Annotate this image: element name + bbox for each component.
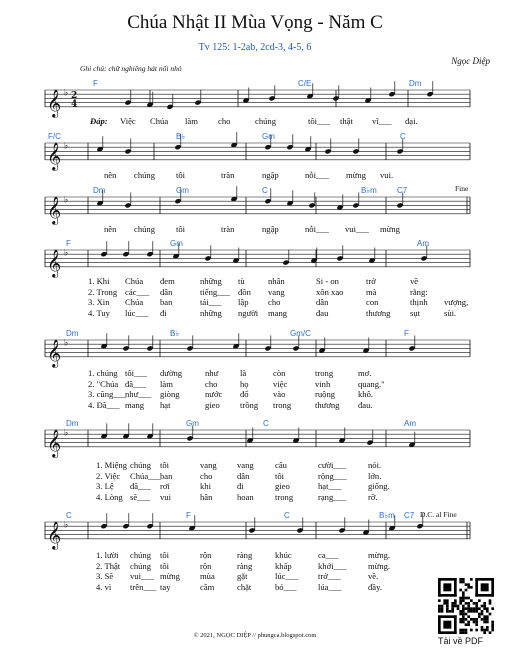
lyric-syllable: những — [200, 307, 222, 318]
lyric-syllable: 4. Đã___ — [88, 399, 120, 410]
lyric-syllable: tôi — [160, 550, 170, 560]
lyric-syllable: dân — [237, 470, 250, 481]
lyric-syllable: khô. — [358, 389, 374, 399]
lyric-syllable: làm — [185, 116, 198, 126]
chord-symbol: C — [400, 132, 406, 141]
chord-symbol: C7 — [404, 511, 415, 520]
lyric-syllable: ngập — [262, 170, 279, 180]
dc-al-fine-mark: D.C. al Fine — [420, 510, 457, 519]
lyric-syllable: nên — [104, 170, 117, 180]
lyric-syllable: vang — [237, 460, 254, 470]
lyric-syllable: ngập — [262, 224, 279, 234]
lyric-syllable: mừng — [346, 170, 366, 180]
lyric-syllable: vượng, — [444, 297, 469, 307]
lyric-syllable: các___ — [125, 286, 150, 297]
lyric-syllable: đau — [316, 307, 329, 318]
lyric-syllable: lập — [238, 297, 249, 307]
lyric-syllable: quang." — [358, 378, 385, 389]
lyric-syllable: rộn — [200, 560, 212, 571]
lyric-syllable: khởi___ — [318, 560, 347, 571]
lyric-syllable: cho — [268, 297, 281, 307]
lyric-syllable: làm — [160, 378, 173, 389]
treble-clef-icon: 𝄞 — [47, 141, 62, 170]
lyric-syllable: mơ. — [358, 368, 372, 378]
lyric-syllable: ruộng — [315, 389, 336, 399]
lyric-syllable: 2. "Chúa — [88, 378, 119, 389]
lyric-syllable: trong — [275, 491, 294, 502]
lyric-syllable: khi — [200, 481, 211, 491]
key-flat-icon: ♭ — [64, 338, 69, 349]
chord-symbol: F/C — [48, 132, 61, 141]
key-flat-icon: ♭ — [64, 141, 69, 152]
lyric-syllable: đổ — [240, 389, 249, 399]
lyric-syllable: chúng — [130, 460, 152, 470]
lyric-syllable: họ — [240, 378, 249, 389]
page-title: Chúa Nhật II Mùa Vọng - Năm C — [127, 12, 383, 33]
lyric-syllable: gieo — [275, 481, 290, 491]
lyric-syllable: vui___ — [130, 571, 154, 581]
chord-symbol: C — [284, 511, 290, 520]
lyric-syllable: vang — [268, 286, 285, 297]
lyric-syllable: mang — [268, 307, 288, 318]
lyric-syllable: lúc___ — [125, 307, 149, 318]
chord-symbol: C — [262, 186, 268, 195]
chord-symbol: C/E — [298, 79, 312, 88]
lyric-syllable: ràng — [237, 550, 253, 560]
lyric-syllable: người — [238, 307, 259, 318]
chord-symbol: Dm — [66, 329, 79, 338]
lyric-syllable: gặt — [237, 571, 248, 581]
lyric-syllable: tôi — [176, 224, 186, 234]
key-flat-icon: ♭ — [64, 520, 69, 531]
lyric-syllable: ca___ — [318, 550, 339, 560]
lyric-syllable: câu — [275, 460, 287, 470]
lyric-syllable: tôi — [160, 560, 170, 571]
lyric-syllable: trên___ — [130, 581, 157, 592]
lyric-syllable: chặt — [237, 581, 252, 592]
lyric-syllable: giòng — [160, 389, 180, 399]
lyric-syllable: nên — [104, 224, 117, 234]
lyric-syllable: lớn. — [368, 470, 382, 481]
lyric-syllable: Chúa — [150, 116, 169, 126]
lyric-syllable: con — [366, 297, 379, 307]
key-flat-icon: ♭ — [64, 195, 69, 206]
lyric-syllable: trở — [366, 276, 376, 286]
treble-clef-icon: 𝄞 — [47, 520, 62, 549]
lyric-syllable: như — [205, 368, 219, 378]
lyric-syllable: ràng — [237, 560, 253, 571]
lyric-syllable: về — [410, 276, 419, 286]
lyric-syllable: hân — [200, 491, 213, 502]
lyric-syllable: rơi — [160, 481, 170, 491]
chord-symbol: Gm — [262, 132, 275, 141]
lyric-syllable: Chúa — [125, 297, 144, 307]
lyric-syllable: 2. Trong — [88, 286, 118, 297]
key-flat-icon: ♭ — [64, 428, 69, 439]
lyric-syllable: xôn xao — [316, 286, 344, 297]
lyric-syllable: việc — [273, 378, 288, 389]
lyric-syllable: mừng. — [368, 560, 391, 571]
lyric-syllable: tôi___ — [308, 116, 330, 126]
lyric-syllable: 3. Sẽ — [96, 571, 114, 581]
lyric-syllable: rộng___ — [318, 470, 347, 481]
chord-symbol: B♭ — [176, 132, 186, 141]
treble-clef-icon: 𝄞 — [47, 195, 62, 224]
lyric-syllable: trồng — [240, 399, 259, 410]
lyric-syllable: Chúa___ — [130, 470, 162, 481]
lyric-syllable: mừng — [160, 571, 180, 581]
lyric-syllable: rằng: — [410, 286, 428, 297]
copyright-footer: © 2021, NGỌC DIỆP // phungca.blogspot.com — [193, 632, 317, 639]
lyric-syllable: rộn — [200, 550, 212, 560]
lyric-syllable: vang — [200, 460, 217, 470]
lyric-syllable: tràn — [221, 224, 235, 234]
lyric-syllable: sụt — [410, 307, 421, 318]
lyric-syllable: tôi___ — [125, 368, 147, 378]
lyric-syllable: đi — [237, 481, 244, 491]
chord-symbol: C — [263, 419, 269, 428]
lyric-syllable: sẽ___ — [130, 491, 151, 502]
lyric-syllable: sùi. — [444, 307, 457, 318]
lyric-syllable: cho — [218, 116, 231, 126]
lyric-syllable: đi — [160, 307, 167, 318]
lyric-syllable: Việc — [120, 116, 136, 126]
treble-clef-icon: 𝄞 — [47, 248, 62, 277]
lyric-syllable: 4. vì — [96, 581, 112, 592]
lyric-syllable: mùa — [200, 571, 215, 581]
lyric-syllable: rạng___ — [318, 491, 347, 502]
lyric-syllable: đại. — [405, 116, 418, 126]
chord-symbol: Am — [417, 239, 429, 248]
time-signature-top: 2 — [71, 90, 78, 101]
lyric-syllable: đau. — [358, 399, 373, 410]
lyric-syllable: chúng — [130, 560, 152, 571]
lyric-syllable: Si - on — [316, 276, 339, 286]
chord-symbol: C7 — [397, 186, 408, 195]
lyric-syllable: mừng — [380, 224, 400, 234]
chord-symbol: Dm — [409, 79, 422, 88]
lyric-syllable: mừng. — [368, 550, 391, 560]
lyric-syllable: chúng — [130, 550, 152, 560]
lyric-syllable: khấp — [275, 560, 292, 571]
lyric-syllable: 1. Khi — [88, 276, 110, 286]
lyric-syllable: nhân — [268, 276, 285, 286]
lyric-syllable: về. — [368, 571, 379, 581]
treble-clef-icon: 𝄞 — [47, 338, 62, 367]
chord-symbol: Gm — [176, 186, 189, 195]
lyric-syllable: tái___ — [200, 297, 222, 307]
lyric-syllable: nước — [205, 389, 223, 399]
lyric-syllable: 3. Xin — [88, 297, 110, 307]
lyric-syllable: 3. cũng___ — [88, 389, 127, 399]
lyric-syllable: hạt___ — [318, 481, 342, 491]
lyric-syllable: vinh — [315, 378, 331, 389]
chord-symbol: Dm — [66, 419, 79, 428]
chord-symbol: F — [93, 79, 98, 88]
lyric-syllable: như___ — [125, 389, 152, 399]
psalm-reference: Tv 125: 1-2ab, 2cd-3, 4-5, 6 — [198, 42, 312, 53]
lyric-syllable: vui___ — [345, 224, 369, 234]
chord-symbol: B♭m — [361, 186, 377, 195]
treble-clef-icon: 𝄞 — [47, 428, 62, 457]
lyric-syllable: gieo — [205, 399, 220, 410]
lyric-syllable: vui. — [380, 170, 394, 180]
lyric-syllable: lúa___ — [318, 581, 342, 592]
chord-symbol: Am — [404, 419, 416, 428]
key-flat-icon: ♭ — [64, 88, 69, 99]
performance-note: Ghi chú: chữ nghiêng hát nối nhỏ — [80, 64, 182, 73]
lyric-syllable: cho — [205, 378, 218, 389]
lyric-syllable: tiếng___ — [200, 286, 231, 297]
lyric-syllable: khúc — [275, 550, 292, 560]
lyric-syllable: ban — [160, 470, 173, 481]
chord-symbol: C — [66, 511, 72, 520]
lyric-syllable: giống. — [368, 481, 390, 491]
lyric-syllable: trở___ — [318, 571, 341, 581]
key-flat-icon: ♭ — [64, 248, 69, 259]
lyric-syllable: mang — [125, 399, 145, 410]
lyric-syllable: trong — [315, 368, 334, 378]
lyric-syllable: trong — [273, 399, 292, 410]
lyric-syllable: dường — [160, 368, 183, 378]
lyric-syllable: vĩ___ — [372, 116, 392, 126]
lyric-syllable: chúng — [134, 224, 156, 234]
lyric-syllable: thương — [366, 307, 391, 318]
lyric-syllable: nỗi___ — [305, 170, 329, 180]
lyric-syllable: lúc___ — [275, 571, 299, 581]
chord-symbol: F — [186, 511, 191, 520]
chord-symbol: Gm/C — [290, 329, 311, 338]
lyric-syllable: dân — [160, 286, 173, 297]
lyric-syllable: cho — [200, 470, 213, 481]
lyric-syllable: 1. chúng — [88, 368, 118, 378]
lyric-syllable: tôi — [275, 470, 285, 481]
lyric-syllable: hạt — [160, 399, 171, 410]
lyric-syllable: những — [200, 276, 222, 286]
lyric-syllable: tràn — [221, 170, 235, 180]
lyric-syllable: đồn — [238, 286, 251, 297]
lyric-syllable: đã___ — [125, 378, 147, 389]
lyric-syllable: nỗi___ — [305, 224, 329, 234]
lyric-syllable: 1. Miệng — [96, 460, 128, 470]
lyric-syllable: bó___ — [275, 581, 297, 592]
lyric-syllable: thịnh — [410, 297, 428, 307]
lyric-syllable: ban — [160, 297, 173, 307]
lyric-syllable: Đáp: — [90, 116, 108, 126]
chord-symbol: Dm — [93, 186, 106, 195]
lyric-syllable: hoan — [237, 491, 254, 502]
lyric-syllable: dân — [316, 297, 329, 307]
lyric-syllable: mà — [366, 286, 377, 297]
lyric-syllable: chúng — [255, 116, 277, 126]
lyric-syllable: vui — [160, 491, 171, 502]
chord-symbol: F — [66, 239, 71, 248]
chord-symbol: B♭m — [379, 511, 395, 520]
chord-symbol: Gm — [170, 239, 183, 248]
lyric-syllable: 4. Tuy — [88, 307, 110, 318]
lyric-syllable: thương — [315, 399, 340, 410]
lyric-syllable: chúng — [134, 170, 156, 180]
lyric-syllable: rỡ. — [368, 491, 378, 502]
fine-mark: Fine — [455, 184, 469, 193]
lyric-syllable: tay — [160, 581, 171, 592]
lyric-syllable: là — [240, 368, 247, 378]
time-signature-bottom: 4 — [71, 99, 78, 110]
lyric-syllable: tôi — [160, 460, 170, 470]
lyric-syllable: 3. Lệ — [96, 481, 114, 491]
lyric-syllable: tôi — [176, 170, 186, 180]
lyric-syllable: đem — [160, 276, 175, 286]
lyric-syllable: tù — [238, 276, 245, 286]
lyric-syllable: cười___ — [318, 460, 347, 470]
treble-clef-icon: 𝄞 — [47, 88, 62, 117]
lyric-syllable: 1. lười — [96, 550, 119, 560]
download-pdf-link[interactable]: Tải về PDF — [438, 636, 484, 646]
lyric-syllable: còn — [273, 368, 286, 378]
qr-code-icon[interactable] — [438, 578, 494, 634]
chord-symbol: F — [404, 329, 409, 338]
lyric-syllable: 2. Thật — [96, 560, 121, 571]
lyric-syllable: vào — [273, 389, 286, 399]
chord-symbol: B♭ — [170, 329, 180, 338]
lyric-syllable: thật — [340, 116, 353, 126]
lyric-syllable: cầm — [200, 581, 215, 592]
composer-name: Ngọc Diệp — [451, 56, 490, 66]
lyric-syllable: đã___ — [130, 481, 152, 491]
chord-symbol: Gm — [186, 419, 199, 428]
lyric-syllable: nói. — [368, 460, 382, 470]
lyric-syllable: Chúa — [125, 276, 144, 286]
lyric-syllable: 4. Lòng — [96, 491, 123, 502]
lyric-syllable: đầy. — [368, 581, 382, 592]
lyric-syllable: 2. Việc — [96, 470, 121, 481]
